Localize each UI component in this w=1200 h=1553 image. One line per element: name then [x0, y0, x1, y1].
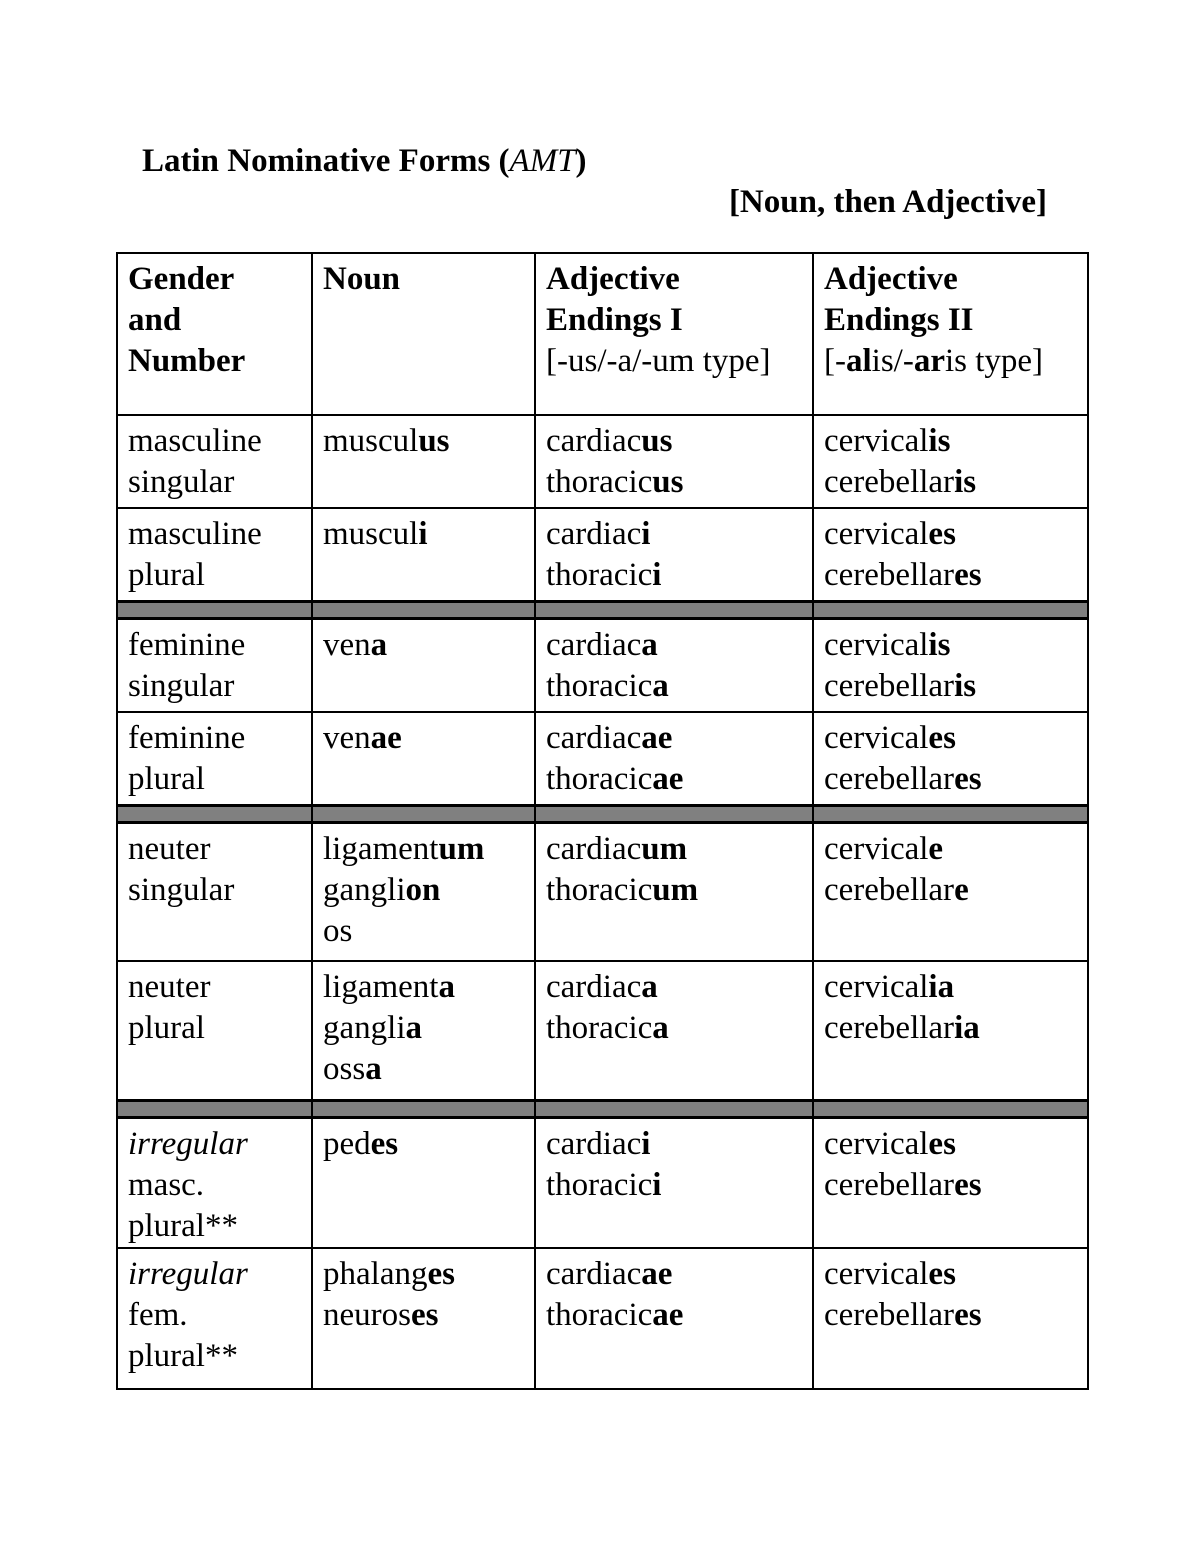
gender-number-label — [117, 961, 312, 1101]
label-line: singular — [128, 668, 235, 704]
word-form: thoracici — [546, 557, 662, 593]
label-line: plural** — [128, 1208, 238, 1244]
page-subtitle: [Noun, then Adjective] — [728, 184, 1047, 220]
adj2-cell — [813, 1248, 1088, 1389]
word-form: cervicale — [824, 831, 944, 867]
word-form: cervicales — [824, 516, 956, 552]
gender-number-label — [117, 508, 312, 602]
header-adj2-line: Adjective — [824, 261, 958, 297]
separator-cell — [312, 806, 535, 823]
adj2-cell — [813, 961, 1088, 1101]
noun-cell — [312, 712, 535, 806]
word-form: cerebellaris — [824, 464, 977, 500]
word-form: cerebellares — [824, 1297, 982, 1333]
noun-cell — [312, 619, 535, 713]
word-form: neuroses — [323, 1297, 439, 1333]
label-line: masculine — [128, 423, 262, 459]
label-line: plural — [128, 557, 205, 593]
header-adj1 — [535, 253, 813, 415]
word-form: cerebellaris — [824, 668, 977, 704]
word-form: cervicales — [824, 1126, 956, 1162]
header-gender-line: and — [128, 302, 182, 338]
word-form: thoracici — [546, 1167, 662, 1203]
header-gender-line: Gender — [128, 261, 235, 297]
label-line: feminine — [128, 720, 246, 756]
label-line: masc. — [128, 1167, 205, 1203]
word-form: cervicalia — [824, 969, 955, 1005]
word-form: musculus — [323, 423, 450, 459]
separator-cell — [117, 806, 312, 823]
word-form: cerebellares — [824, 761, 982, 797]
title-close: ) — [575, 143, 587, 179]
word-form: cardiaca — [546, 969, 658, 1005]
adj2-cell — [813, 619, 1088, 713]
title-abbr: AMT — [509, 143, 576, 179]
gender-number-label — [117, 823, 312, 962]
header-gender — [117, 253, 312, 415]
table-row — [117, 712, 1088, 806]
word-form: pedes — [323, 1126, 399, 1162]
word-form: thoracica — [546, 1010, 669, 1046]
word-form: cardiacus — [546, 423, 673, 459]
word-form: cervicales — [824, 720, 956, 756]
adj1-cell — [535, 1118, 813, 1249]
word-form: thoracica — [546, 668, 669, 704]
label-line: singular — [128, 464, 235, 500]
header-adj1-type: [-us/-a/-um type] — [546, 343, 771, 379]
word-form: cardiacae — [546, 1256, 673, 1292]
separator-cell — [813, 602, 1088, 619]
noun-cell — [312, 1118, 535, 1249]
word-form: cardiaci — [546, 516, 651, 552]
header-noun — [312, 253, 535, 415]
separator-cell — [813, 1101, 1088, 1118]
header-row — [117, 253, 1088, 415]
adj2-cell — [813, 712, 1088, 806]
adj1-cell — [535, 961, 813, 1101]
label-irregular: irregular — [128, 1256, 248, 1292]
noun-cell — [312, 1248, 535, 1389]
label-line: fem. — [128, 1297, 188, 1333]
separator-cell — [312, 602, 535, 619]
label-irregular: irregular — [128, 1126, 248, 1162]
header-noun-text: Noun — [323, 261, 401, 297]
word-form: cervicalis — [824, 423, 951, 459]
separator-cell — [117, 602, 312, 619]
adj2-cell — [813, 508, 1088, 602]
gender-number-label — [117, 1118, 312, 1249]
header-adj1-line: Endings I — [546, 302, 683, 338]
table-row — [117, 619, 1088, 713]
page-title — [142, 143, 587, 180]
gender-number-label — [117, 712, 312, 806]
separator-cell — [535, 1101, 813, 1118]
word-form: ossa — [323, 1051, 382, 1087]
label-line: masculine — [128, 516, 262, 552]
header-adj2 — [813, 253, 1088, 415]
gender-number-label — [117, 1248, 312, 1389]
label-line: neuter — [128, 969, 211, 1005]
adj1-cell — [535, 712, 813, 806]
word-form: musculi — [323, 516, 428, 552]
header-adj2-type: [-alis/-aris type] — [824, 343, 1044, 379]
label-line: plural — [128, 1010, 205, 1046]
label-line: plural** — [128, 1338, 238, 1374]
label-line: plural — [128, 761, 205, 797]
separator-cell — [312, 1101, 535, 1118]
separator-cell — [813, 806, 1088, 823]
title-main: Latin Nominative Forms ( — [142, 143, 510, 179]
gender-number-label — [117, 415, 312, 508]
table-row — [117, 823, 1088, 962]
separator-cell — [535, 602, 813, 619]
word-form: cerebellares — [824, 557, 982, 593]
word-form: cervicalis — [824, 627, 951, 663]
adj1-cell — [535, 619, 813, 713]
table-row — [117, 1118, 1088, 1249]
separator-cell — [535, 806, 813, 823]
adj1-cell — [535, 823, 813, 962]
noun-cell — [312, 823, 535, 962]
label-line: neuter — [128, 831, 211, 867]
nominative-table — [116, 252, 1089, 1390]
word-form: cervicales — [824, 1256, 956, 1292]
adj1-cell — [535, 1248, 813, 1389]
noun-cell — [312, 415, 535, 508]
header-gender-line: Number — [128, 343, 246, 379]
word-form: cardiacum — [546, 831, 688, 867]
word-form: venae — [323, 720, 402, 756]
gender-number-label — [117, 619, 312, 713]
separator-cell — [117, 1101, 312, 1118]
word-form: phalanges — [323, 1256, 455, 1292]
header-adj1-line: Adjective — [546, 261, 680, 297]
word-form: thoracicae — [546, 1297, 684, 1333]
noun-cell — [312, 508, 535, 602]
word-form: ligamentum — [323, 831, 485, 867]
table-row — [117, 1248, 1088, 1389]
adj1-cell — [535, 415, 813, 508]
noun-cell — [312, 961, 535, 1101]
group-separator — [117, 806, 1088, 823]
adj2-cell — [813, 1118, 1088, 1249]
table-row — [117, 415, 1088, 508]
word-form: cardiacae — [546, 720, 673, 756]
group-separator — [117, 1101, 1088, 1118]
table-row — [117, 508, 1088, 602]
adj2-cell — [813, 415, 1088, 508]
header-adj2-line: Endings II — [824, 302, 974, 338]
adj2-cell — [813, 823, 1088, 962]
table-row — [117, 961, 1088, 1101]
adj1-cell — [535, 508, 813, 602]
word-form: cardiaca — [546, 627, 658, 663]
word-form: ganglion — [323, 872, 441, 908]
word-form: ganglia — [323, 1010, 422, 1046]
label-line: feminine — [128, 627, 246, 663]
word-form: cardiaci — [546, 1126, 651, 1162]
word-form: thoracicus — [546, 464, 684, 500]
word-form: cerebellaria — [824, 1010, 980, 1046]
word-form: thoracicum — [546, 872, 699, 908]
word-form: thoracicae — [546, 761, 684, 797]
word-form: cerebellare — [824, 872, 969, 908]
word-form: vena — [323, 627, 388, 663]
group-separator — [117, 602, 1088, 619]
word-form: ligamenta — [323, 969, 455, 1005]
label-line: singular — [128, 872, 235, 908]
word-form: cerebellares — [824, 1167, 982, 1203]
word-form: os — [323, 913, 353, 949]
